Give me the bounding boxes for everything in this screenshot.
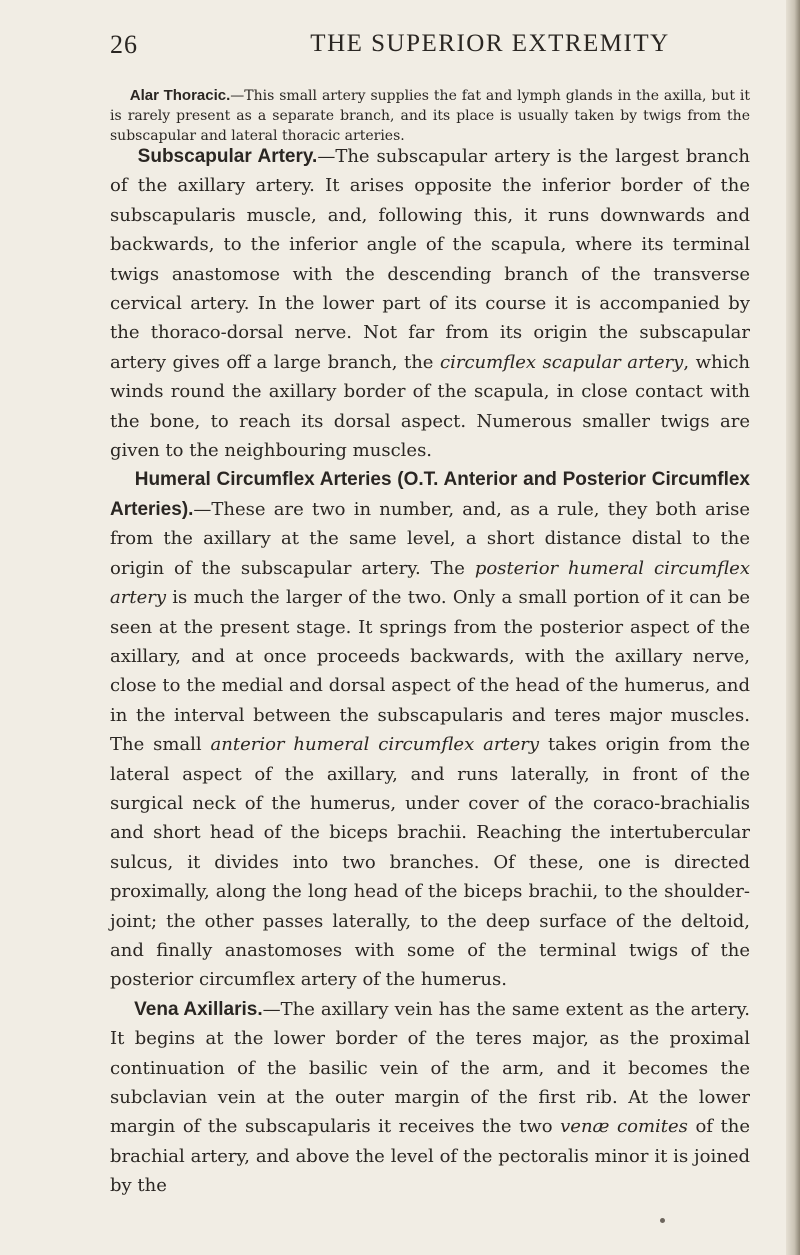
vena-text-2: of the brachial artery, and above the level of the pectoralis minor it is joined by the xyxy=(110,1116,750,1197)
humeral-heading: Humeral Circumflex Arteries (O.T. Anterior and Posterior Circumflex Arteries). xyxy=(110,469,750,520)
vena-italic-1: venæ comites xyxy=(560,1116,688,1138)
print-speck xyxy=(660,1218,665,1223)
humeral-text-3: takes origin from the lateral aspect of the axillary, and runs laterally, in front of the surgical neck of the humerus, under cover of the coraco-brachialis and short head of the biceps brachii. Reaching the intertubercular sulcus, it divides into two branches. Of these, one is directed proximally, along the long head of the biceps brachii, to the shoulder-joint; the other passes laterally, to the deep surface of the deltoid, and finally anastomoses with some of the terminal twigs of the posterior circumflex artery of the humerus. xyxy=(110,734,750,991)
humeral-text-1: —These are two in number, and, as a rule, they both arise from the axillary at the same level, a short distance distal to the origin of the subscapular artery. The xyxy=(110,498,750,579)
humeral-italic-1: posterior humeral circumflex artery xyxy=(110,557,750,609)
alar-thoracic-heading: Alar Thoracic. xyxy=(129,87,231,104)
page-edge xyxy=(786,0,800,1255)
humeral-italic-2: anterior humeral circumflex artery xyxy=(210,734,540,756)
humeral-paragraph xyxy=(110,465,750,994)
subscapular-heading: Subscapular Artery. xyxy=(137,146,318,167)
humeral-text-2: is much the larger of the two. Only a small portion of it can be seen at the present stage. It springs from the posterior aspect of the axillary, and at once proceeds backwards, with the axillary nerve, close to the medial and dorsal aspect of the head of the humerus, and in the interval between the subscapularis and teres major muscles. The small xyxy=(110,587,750,756)
alar-thoracic-paragraph xyxy=(110,86,750,146)
page-header xyxy=(110,30,750,64)
vena-text-1: —The axillary vein has the same extent as the artery. It begins at the lower border of the teres major, as the proximal continuation of the basilic vein of the arm, and it becomes the subclavian vein at the outer margin of the first rib. At the lower margin of the subscapularis it receives the two xyxy=(110,998,751,1138)
subscapular-italic-1: circumflex scapular artery xyxy=(440,351,684,373)
subscapular-paragraph xyxy=(110,142,750,465)
vena-paragraph xyxy=(110,995,750,1201)
vena-heading: Vena Axillaris. xyxy=(134,998,263,1020)
page-number: 26 xyxy=(110,30,138,59)
alar-thoracic-text: —This small artery supplies the fat and lymph glands in the axilla, but it is rarely present as a separate branch, and its place is usually taken by twigs from the subscapular and lateral thoracic arteries. xyxy=(110,88,750,144)
subscapular-text-1: —The subscapular artery is the largest branch of the axillary artery. It arises opposite the inferior border of the subscapularis muscle, and, following this, it runs downwards and backwards, to the inferior angle of the scapula, where its terminal twigs anastomose with the descending branch of the transverse cervical artery. In the lower part of its course it is accompanied by the thoraco-dorsal nerve. Not far from its origin the subscapular artery gives off a large branch, the xyxy=(110,146,751,373)
body-text xyxy=(110,142,750,1201)
running-title: THE SUPERIOR EXTREMITY xyxy=(310,30,670,57)
subscapular-text-2: , which winds round the axillary border of the scapula, in close contact with the bone, to reach its dorsal aspect. Numerous smaller twigs are given to the neighbouring muscles. xyxy=(110,351,750,462)
